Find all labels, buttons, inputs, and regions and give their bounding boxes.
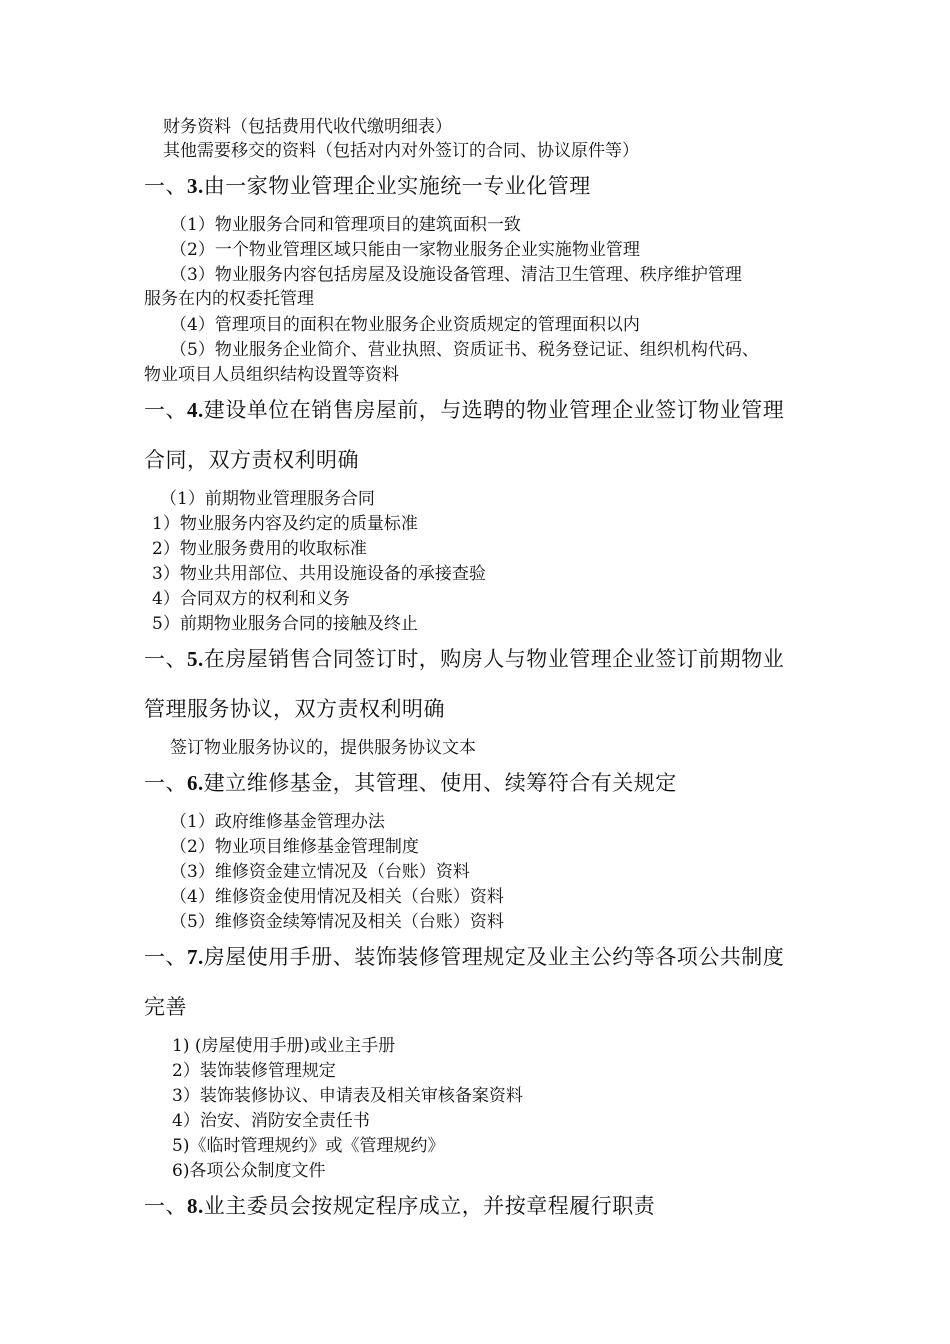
heading-number: 4. — [187, 398, 204, 422]
section-heading — [144, 397, 784, 423]
text-line: 5)《临时管理规约》或《管理规约》 — [172, 1136, 445, 1156]
text-line: 2）装饰装修管理规定 — [172, 1061, 336, 1081]
heading-number: 6. — [187, 771, 204, 795]
text-line: （5）维修资金续筹情况及相关（台账）资料 — [170, 912, 504, 932]
heading-text: 房屋使用手册、装饰装修管理规定及业主公约等各项公共制度 — [203, 945, 785, 969]
heading-prefix: 一、 — [144, 647, 187, 671]
heading-prefix: 一、 — [144, 771, 187, 795]
text-line: （5）物业服务企业简介、营业执照、资质证书、税务登记证、组织机构代码、 — [170, 340, 759, 360]
section-heading — [144, 646, 784, 672]
heading-number: 5. — [187, 647, 204, 671]
text-line: 1）物业服务内容及约定的质量标准 — [152, 514, 418, 534]
heading-number: 7. — [187, 945, 204, 969]
text-line: 2）物业服务费用的收取标准 — [152, 539, 367, 559]
text-line: 签订物业服务协议的，提供服务协议文本 — [170, 738, 476, 758]
text-line: 财务资料（包括费用代收代缴明细表） — [163, 117, 452, 137]
section-heading — [144, 1193, 655, 1219]
text-line: 3）物业共用部位、共用设施设备的承接查验 — [152, 564, 486, 584]
section-heading — [144, 944, 784, 970]
text-line: 物业项目人员组织结构设置等资料 — [144, 365, 399, 385]
heading-prefix: 一、 — [144, 174, 187, 198]
heading-prefix: 一、 — [144, 1194, 187, 1218]
heading-text: 在房屋销售合同签订时，购房人与物业管理企业签订前期物业 — [203, 647, 785, 671]
text-line: （4）管理项目的面积在物业服务企业资质规定的管理面积以内 — [170, 315, 640, 335]
heading-prefix: 一、 — [144, 945, 187, 969]
text-line: （2）一个物业管理区域只能由一家物业服务企业实施物业管理 — [170, 240, 640, 260]
text-line: （1）物业服务合同和管理项目的建筑面积一致 — [170, 215, 521, 235]
text-line: （2）物业项目维修基金管理制度 — [170, 837, 419, 857]
section-heading-continued: 管理服务协议，双方责权利明确 — [144, 697, 445, 721]
text-line: （1）政府维修基金管理办法 — [170, 812, 385, 832]
text-line: 1) (房屋使用手册)或业主手册 — [172, 1036, 396, 1056]
text-line: 服务在内的权委托管理 — [144, 289, 314, 309]
heading-text: 建设单位在销售房屋前，与选聘的物业管理企业签订物业管理 — [203, 398, 785, 422]
text-line: （3）维修资金建立情况及（台账）资料 — [170, 862, 470, 882]
section-heading — [144, 173, 591, 199]
heading-prefix: 一、 — [144, 398, 187, 422]
heading-number: 3. — [187, 174, 204, 198]
text-line: 3）装饰装修协议、申请表及相关审核备案资料 — [172, 1086, 523, 1106]
heading-text: 由一家物业管理企业实施统一专业化管理 — [203, 174, 591, 198]
section-heading-continued: 合同，双方责权利明确 — [144, 448, 359, 472]
text-line: 其他需要移交的资料（包括对内对外签订的合同、协议原件等） — [163, 141, 639, 161]
text-line: 4）合同双方的权利和义务 — [152, 589, 350, 609]
text-line: 5）前期物业服务合同的接触及终止 — [152, 614, 418, 634]
section-heading-continued: 完善 — [144, 995, 187, 1019]
section-heading — [144, 770, 677, 796]
heading-number: 8. — [187, 1194, 204, 1218]
text-line: （4）维修资金使用情况及相关（台账）资料 — [170, 887, 504, 907]
text-line: （1）前期物业管理服务合同 — [160, 489, 375, 509]
text-line: 4）治安、消防安全责任书 — [172, 1111, 370, 1131]
text-line: 6)各项公众制度文件 — [172, 1161, 326, 1181]
text-line: （3）物业服务内容包括房屋及设施设备管理、清洁卫生管理、秩序维护管理 — [170, 265, 742, 285]
heading-text: 建立维修基金，其管理、使用、续筹符合有关规定 — [203, 771, 677, 795]
heading-text: 业主委员会按规定程序成立，并按章程履行职责 — [203, 1194, 656, 1218]
